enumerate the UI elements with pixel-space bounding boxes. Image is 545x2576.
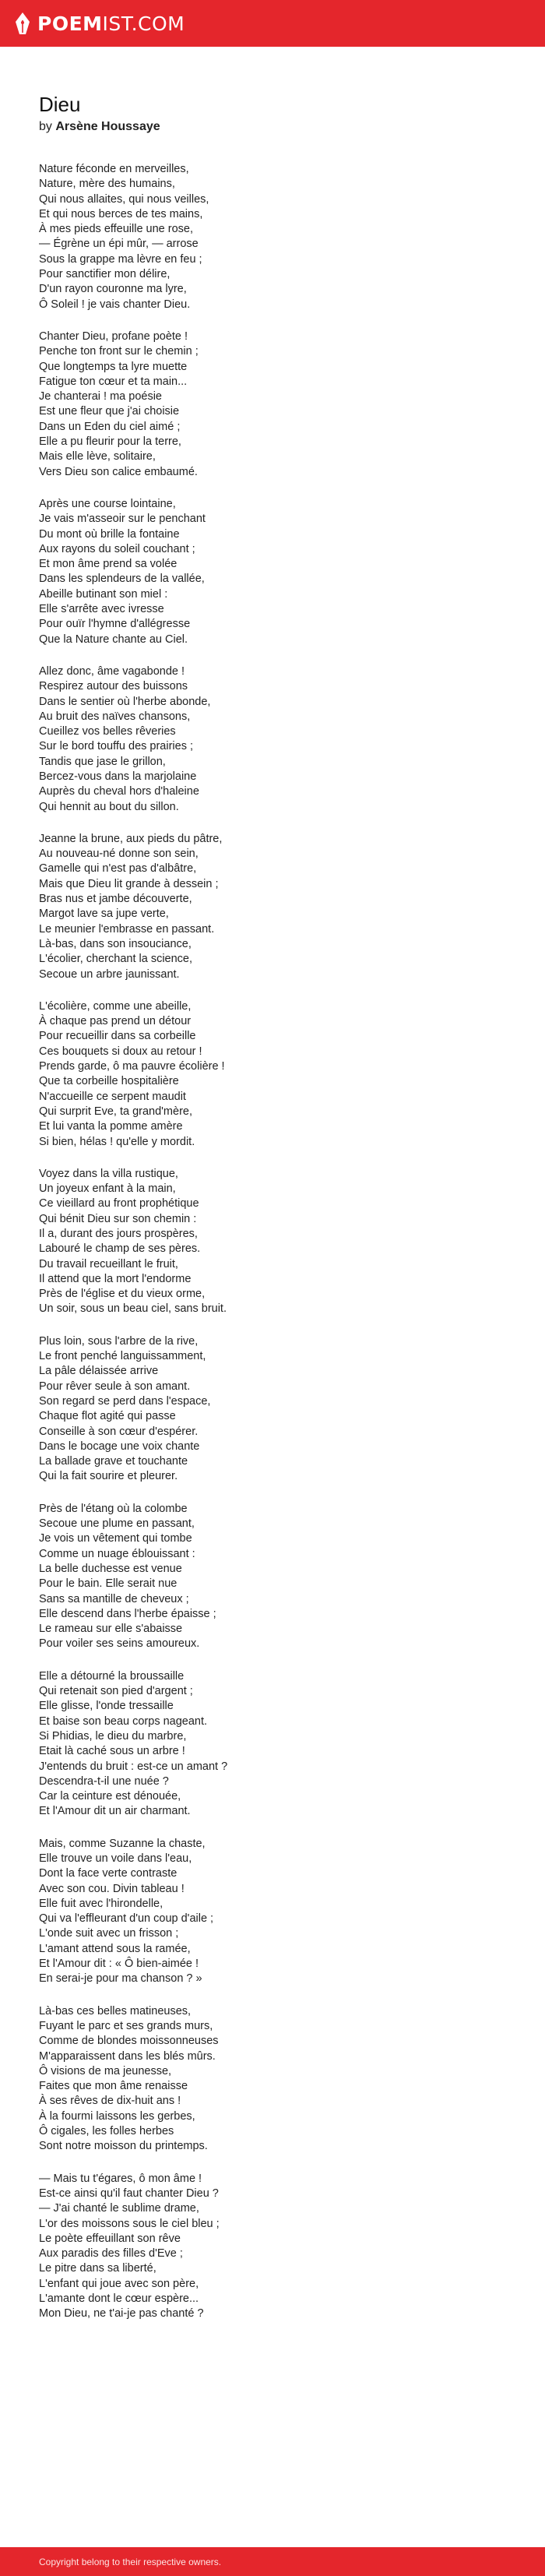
poem-line: Qui va l'effleurant d'un coup d'aile ; bbox=[39, 1912, 214, 1926]
poem-line: La belle duchesse est venue bbox=[39, 1562, 182, 1575]
poem-line: Pour ouïr l'hymne d'allégresse bbox=[39, 618, 191, 631]
poem-line: Pour voiler ses seins amoureux. bbox=[39, 1637, 200, 1651]
poem-line: Près de l'église et du vieux orme, bbox=[39, 1288, 206, 1301]
poem-line: L'écolière, comme une abeille, bbox=[39, 999, 192, 1013]
poem-content bbox=[0, 47, 545, 2547]
site-footer bbox=[0, 2547, 545, 2576]
poem-line: Que ta corbeille hospitalière bbox=[39, 1075, 179, 1088]
poem-line: Respirez autour des buissons bbox=[39, 680, 188, 693]
pen-nib-icon bbox=[16, 12, 30, 34]
poem-line: Et qui nous berces de tes mains, bbox=[39, 207, 203, 220]
poem-line: Gamelle qui n'est pas d'albâtre, bbox=[39, 862, 197, 876]
poem-line: Sur le bord touffu des prairies ; bbox=[39, 740, 194, 753]
poem-line: Sans sa mantille de cheveux ; bbox=[39, 1592, 189, 1605]
poem-line: J'entends du bruit : est-ce un amant ? bbox=[39, 1760, 228, 1773]
poem-line: Sous la grappe ma lèvre en feu ; bbox=[39, 252, 202, 266]
poem-line: Margot lave sa jupe verte, bbox=[39, 907, 169, 921]
poem-line: Il a, durant des jours prospères, bbox=[39, 1228, 198, 1240]
poem-line: Mais que Dieu lit grande à dessein ; bbox=[39, 877, 219, 890]
poem-line: Au bruit des naïves chansons, bbox=[39, 710, 191, 723]
poem-line: Auprès du cheval hors d'haleine bbox=[39, 785, 199, 798]
poem-line: Prends garde, ô ma pauvre écolière ! bbox=[39, 1060, 225, 1073]
poem-line: — Mais tu t'égares, ô mon âme ! bbox=[39, 2172, 202, 2185]
poem-line: Comme de blondes moissonneuses bbox=[39, 2035, 219, 2048]
stanza bbox=[39, 1334, 506, 1485]
poem-line: Un joyeux enfant à la main, bbox=[39, 1182, 176, 1196]
poem-line: Penche ton front sur le chemin ; bbox=[39, 345, 199, 358]
poem-line: Est une fleur que j'ai choisie bbox=[39, 405, 180, 418]
poem-line: Secoue un arbre jaunissant. bbox=[39, 967, 180, 981]
site-logo[interactable] bbox=[16, 12, 185, 35]
poem-line: Qui retenait son pied d'argent ; bbox=[39, 1685, 193, 1698]
poem-line: Elle fuit avec l'hirondelle, bbox=[39, 1897, 164, 1910]
poem-line: Elle a détourné la broussaille bbox=[39, 1669, 185, 1683]
poem-line: Bras nus et jambe découverte, bbox=[39, 893, 192, 906]
stanza bbox=[39, 2004, 506, 2155]
poem-line: Et lui vanta la pomme amère bbox=[39, 1120, 183, 1133]
stanza bbox=[39, 162, 506, 312]
poem-line: M'apparaissent dans les blés mûrs. bbox=[39, 2049, 216, 2063]
poem-line: Et mon âme prend sa volée bbox=[39, 558, 178, 571]
poem-line: Faites que mon âme renaisse bbox=[39, 2080, 188, 2093]
poem-line: Ô Soleil ! je vais chanter Dieu. bbox=[39, 298, 191, 311]
poem-line: Aux paradis des filles d'Eve ; bbox=[39, 2247, 183, 2261]
poem-line: Près de l'étang où la colombe bbox=[39, 1502, 188, 1515]
poem-line: Bercez-vous dans la marjolaine bbox=[39, 770, 197, 783]
stanza bbox=[39, 497, 506, 647]
poem-line: N'accueille ce serpent maudit bbox=[39, 1090, 186, 1103]
stanza bbox=[39, 1669, 506, 1820]
poem-line: Du mont où brille la fontaine bbox=[39, 527, 180, 541]
poem-line: Et baise son beau corps nageant. bbox=[39, 1714, 208, 1728]
logo-text: POEMIST.COM bbox=[37, 12, 185, 35]
poem-line: Nature, mère des humains, bbox=[39, 178, 175, 191]
poem-line: Ces bouquets si doux au retour ! bbox=[39, 1045, 202, 1058]
poem-line: Cueillez vos belles rêveries bbox=[39, 725, 176, 738]
stanza bbox=[39, 664, 506, 815]
poem-line: La pâle délaissée arrive bbox=[39, 1365, 159, 1378]
poem-line: Labouré le champ de ses pères. bbox=[39, 1242, 201, 1256]
copyright-text: Copyright belong to their respective owners. bbox=[39, 2556, 222, 2567]
poem-line: Mais elle lève, solitaire, bbox=[39, 450, 156, 463]
poem-line: Après une course lointaine, bbox=[39, 497, 176, 510]
poem-line: Et l'Amour dit un air charmant. bbox=[39, 1805, 191, 1818]
stanza bbox=[39, 1167, 506, 1317]
poem-line: Car la ceinture est dénouée, bbox=[39, 1790, 181, 1803]
poem-line: Vers Dieu son calice embaumé. bbox=[39, 465, 198, 478]
poem-line: Mon Dieu, ne t'ai-je pas chanté ? bbox=[39, 2307, 204, 2321]
poem-line: Pour rêver seule à son amant. bbox=[39, 1380, 191, 1393]
poem-line: Dans le bocage une voix chante bbox=[39, 1440, 200, 1453]
poem-line: Comme un nuage éblouissant : bbox=[39, 1547, 195, 1560]
poem-line: Si bien, hélas ! qu'elle y mordit. bbox=[39, 1135, 195, 1148]
poem-line: Ô cigales, les folles herbes bbox=[39, 2125, 174, 2138]
poem-line: Elle descend dans l'herbe épaisse ; bbox=[39, 1607, 216, 1620]
poem-line: Du travail recueillant le fruit, bbox=[39, 1257, 178, 1270]
poem-line: Chaque flot agité qui passe bbox=[39, 1410, 176, 1423]
poem-line: Le pitre dans sa liberté, bbox=[39, 2262, 156, 2275]
poem-line: Dans le sentier où l'herbe abonde, bbox=[39, 695, 211, 708]
stanza bbox=[39, 999, 506, 1150]
poem-line: Et l'Amour dit : « Ô bien-aimée ! bbox=[39, 1958, 199, 1971]
poem-line: Plus loin, sous l'arbre de la rive, bbox=[39, 1334, 199, 1348]
poem-line: Que la Nature chante au Ciel. bbox=[39, 633, 188, 646]
poem-line: Le front penché languissamment, bbox=[39, 1350, 206, 1363]
poem-line: Je chanterai ! ma poésie bbox=[39, 390, 162, 403]
poem-line: Dont la face verte contraste bbox=[39, 1867, 178, 1880]
poem-line: D'un rayon couronne ma lyre, bbox=[39, 283, 187, 296]
poem-body bbox=[39, 162, 506, 2322]
poem-line: Elle trouve un voile dans l'eau, bbox=[39, 1852, 192, 1865]
poem-line: Là-bas, dans son insouciance, bbox=[39, 937, 192, 950]
poem-line: Aux rayons du soleil couchant ; bbox=[39, 542, 195, 555]
poem-line: Chanter Dieu, profane poète ! bbox=[39, 329, 188, 343]
poem-line: Que longtemps ta lyre muette bbox=[39, 360, 188, 373]
stanza bbox=[39, 1502, 506, 1652]
poem-line: L'écolier, cherchant la science, bbox=[39, 953, 193, 966]
poem-line: Etait là caché sous un arbre ! bbox=[39, 1745, 185, 1758]
poem-line: Abeille butinant son miel : bbox=[39, 587, 168, 601]
poem-line: Pour recueillir dans sa corbeille bbox=[39, 1030, 196, 1043]
poem-line: — Égrène un épi mûr, — arrose bbox=[39, 238, 199, 251]
poem-line: Jeanne la brune, aux pieds du pâtre, bbox=[39, 832, 223, 845]
poem-line: Elle s'arrête avec ivresse bbox=[39, 603, 164, 616]
poem-line: Conseille à son cœur d'espérer. bbox=[39, 1425, 199, 1438]
poem-line: Il attend que la mort l'endorme bbox=[39, 1272, 192, 1285]
stanza bbox=[39, 329, 506, 480]
poem-line: Fuyant le parc et ses grands murs, bbox=[39, 2019, 213, 2032]
poem-line: Tandis que jase le grillon, bbox=[39, 755, 166, 768]
poem-line: La ballade grave et touchante bbox=[39, 1455, 188, 1468]
poem-line: Voyez dans la villa rustique, bbox=[39, 1167, 178, 1180]
poem-line: Le poète effeuillant son rêve bbox=[39, 2232, 181, 2245]
poem-line: Je vois un vêtement qui tombe bbox=[39, 1532, 192, 1545]
poem-line: L'amante dont le cœur espère... bbox=[39, 2292, 199, 2305]
stanza bbox=[39, 2172, 506, 2322]
poem-line: Descendra-t-il une nuée ? bbox=[39, 1774, 169, 1788]
poem-line: Qui hennit au bout du sillon. bbox=[39, 800, 179, 813]
poem-line: Secoue une plume en passant, bbox=[39, 1517, 195, 1531]
poem-line: Au nouveau-né donne son sein, bbox=[39, 848, 199, 861]
poem-line: À la fourmi laissons les gerbes, bbox=[39, 2109, 195, 2123]
poem-line: Un soir, sous un beau ciel, sans bruit. bbox=[39, 1302, 227, 1316]
poem-line: Fatigue ton cœur et ta main... bbox=[39, 375, 188, 388]
stanza bbox=[39, 1837, 506, 1987]
site-header bbox=[0, 0, 545, 47]
poem-line: Elle a pu fleurir pour la terre, bbox=[39, 435, 181, 449]
poem-line: Le meunier l'embrasse en passant. bbox=[39, 922, 215, 936]
poem-line: Avec son cou. Divin tableau ! bbox=[39, 1882, 185, 1895]
poem-line: Allez donc, âme vagabonde ! bbox=[39, 664, 185, 678]
poem-line: Son regard se perd dans l'espace, bbox=[39, 1394, 211, 1408]
poem-line: Dans un Eden du ciel aimé ; bbox=[39, 420, 181, 433]
poem-line: Sont notre moisson du printemps. bbox=[39, 2140, 208, 2153]
poem-byline: by Arsène Houssaye bbox=[39, 120, 160, 133]
poem-line: Qui la fait sourire et pleurer. bbox=[39, 1470, 178, 1483]
poem-line: Dans les splendeurs de la vallée, bbox=[39, 573, 205, 586]
stanza bbox=[39, 832, 506, 982]
poem-title: Dieu bbox=[39, 93, 81, 116]
poem-line: À ses rêves de dix-huit ans ! bbox=[39, 2095, 181, 2108]
poem-line: Si Phidias, le dieu du marbre, bbox=[39, 1729, 187, 1743]
poem-line: Qui nous allaites, qui nous veilles, bbox=[39, 192, 209, 206]
poem-line: Ô visions de ma jeunesse, bbox=[39, 2064, 172, 2077]
poem-line: En serai-je pour ma chanson ? » bbox=[39, 1972, 202, 1986]
poem-line: L'onde suit avec un frisson ; bbox=[39, 1927, 179, 1940]
poem-line: L'amant attend sous la ramée, bbox=[39, 1942, 191, 1955]
poem-line: À chaque pas prend un détour bbox=[39, 1015, 192, 1028]
poem-line: Nature féconde en merveilles, bbox=[39, 163, 189, 175]
poem-line: Pour sanctifier mon délire, bbox=[39, 268, 171, 281]
poem-line: L'enfant qui joue avec son père, bbox=[39, 2277, 199, 2290]
poem-line: Qui surprit Eve, ta grand'mère, bbox=[39, 1105, 192, 1118]
poem-line: Ce vieillard au front prophétique bbox=[39, 1197, 199, 1210]
poem-line: L'or des moissons sous le ciel bleu ; bbox=[39, 2217, 220, 2230]
poem-line: Mais, comme Suzanne la chaste, bbox=[39, 1837, 206, 1850]
poem-line: — J'ai chanté le sublime drame, bbox=[39, 2202, 199, 2215]
poem-line: Elle glisse, l'onde tressaille bbox=[39, 1700, 174, 1713]
poem-line: Là-bas ces belles matineuses, bbox=[39, 2004, 192, 2017]
poem-line: Qui bénit Dieu sur son chemin : bbox=[39, 1212, 197, 1225]
author-link[interactable]: Arsène Houssaye bbox=[55, 120, 160, 133]
poem-line: Est-ce ainsi qu'il faut chanter Dieu ? bbox=[39, 2187, 219, 2200]
poem-line: Je vais m'asseoir sur le penchant bbox=[39, 513, 206, 526]
poem-line: Pour le bain. Elle serait nue bbox=[39, 1577, 178, 1591]
poem-line: À mes pieds effeuille une rose, bbox=[39, 223, 194, 236]
poem-line: Le rameau sur elle s'abaisse bbox=[39, 1623, 183, 1636]
